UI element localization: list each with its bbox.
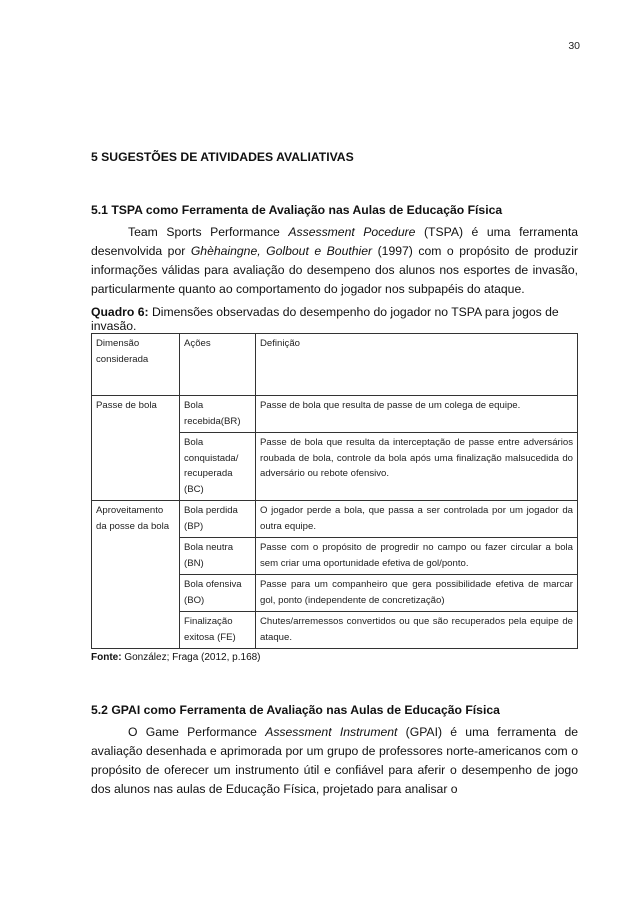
action-cell: Bola neutra (BN) (180, 538, 256, 575)
dimension-cell: Aproveitamento da posse da bola (92, 501, 180, 649)
definition-cell: Passe para um companheiro que gera possibilidade efetiva de marcar gol, ponto (independente de concretização) (256, 575, 578, 612)
action-cell: Bola conquistada/ recuperada (BC) (180, 433, 256, 501)
source-text: González; Fraga (2012, p.168) (121, 652, 261, 663)
definition-cell: Chutes/arremessos convertidos ou que são recuperados pela equipe de ataque. (256, 612, 578, 649)
header-definicao: Definição (256, 334, 578, 396)
table-row (92, 396, 578, 433)
quadro-label: Quadro 6: (91, 305, 149, 319)
text-run: (1997) com o propósito de produzir informações válidas para avaliação do desempeno dos alunos nos esportes de invasão, particularmente quanto ao comportamento do jogador nos subpapéis do ataque. (91, 244, 579, 296)
table-source (91, 652, 578, 663)
section-5-1-title: 5.1 TSPA como Ferramenta de Avaliação nas Aulas de Educação Física (91, 203, 503, 217)
source-label: Fonte: (91, 652, 122, 663)
definition-cell: Passe de bola que resulta da interceptação de passe entre adversários roubada de bola, controle da bola após uma finalização malsucedida do adversário ou rebote ofensivo. (256, 433, 578, 501)
quadro-caption (91, 305, 578, 333)
text-run: (TSPA) é uma ferramenta desenvolvida por (91, 225, 579, 258)
page-content (91, 150, 578, 799)
text-run: (GPAI) é uma ferramenta de avaliação desenhada e aprimorada por um grupo de professores norte-americanos com o propósito de oferecer um instrumento útil e confiável para aferir o desempenho de jogo dos alunos nas aulas de Educação Física, projetado para analisar o (91, 725, 578, 796)
action-cell: Bola perdida (BP) (180, 501, 256, 538)
quadro-table (91, 333, 578, 649)
definition-cell: Passe com o propósito de progredir no campo ou fazer circular a bola sem criar uma oportunidade efetiva de gol/ponto. (256, 538, 578, 575)
section-5-1-paragraph (91, 223, 578, 299)
action-cell: Bola recebida(BR) (180, 396, 256, 433)
section-5-title: 5 SUGESTÕES DE ATIVIDADES AVALIATIVAS (91, 150, 354, 164)
dimension-cell: Passe de bola (92, 396, 180, 501)
text-run-italic: Ghèhaingne, Golbout e Bouthier (190, 244, 373, 258)
page-number: 30 (568, 40, 580, 52)
definition-cell: O jogador perde a bola, que passa a ser controlada por um jogador da outra equipe. (256, 501, 578, 538)
quadro-caption-text: Dimensões observadas do desempenho do jogador no TSPA para jogos de invasão. (91, 305, 559, 333)
text-run: O Game Performance (128, 725, 266, 739)
text-run: Team Sports Performance (128, 225, 289, 239)
header-acoes: Ações (180, 334, 256, 396)
definition-cell: Passe de bola que resulta de passe de um colega de equipe. (256, 396, 578, 433)
text-run-italic: Assessment Pocedure (288, 225, 416, 239)
table-header-row (92, 334, 578, 396)
section-5-2-title: 5.2 GPAI como Ferramenta de Avaliação nas Aulas de Educação Física (91, 703, 500, 717)
action-cell: Finalização exitosa (FE) (180, 612, 256, 649)
table-row (92, 501, 578, 538)
section-5-2-paragraph (91, 723, 578, 799)
header-dimensao: Dimensão considerada (92, 334, 180, 396)
action-cell: Bola ofensiva (BO) (180, 575, 256, 612)
text-run-italic: Assessment Instrument (265, 725, 398, 739)
